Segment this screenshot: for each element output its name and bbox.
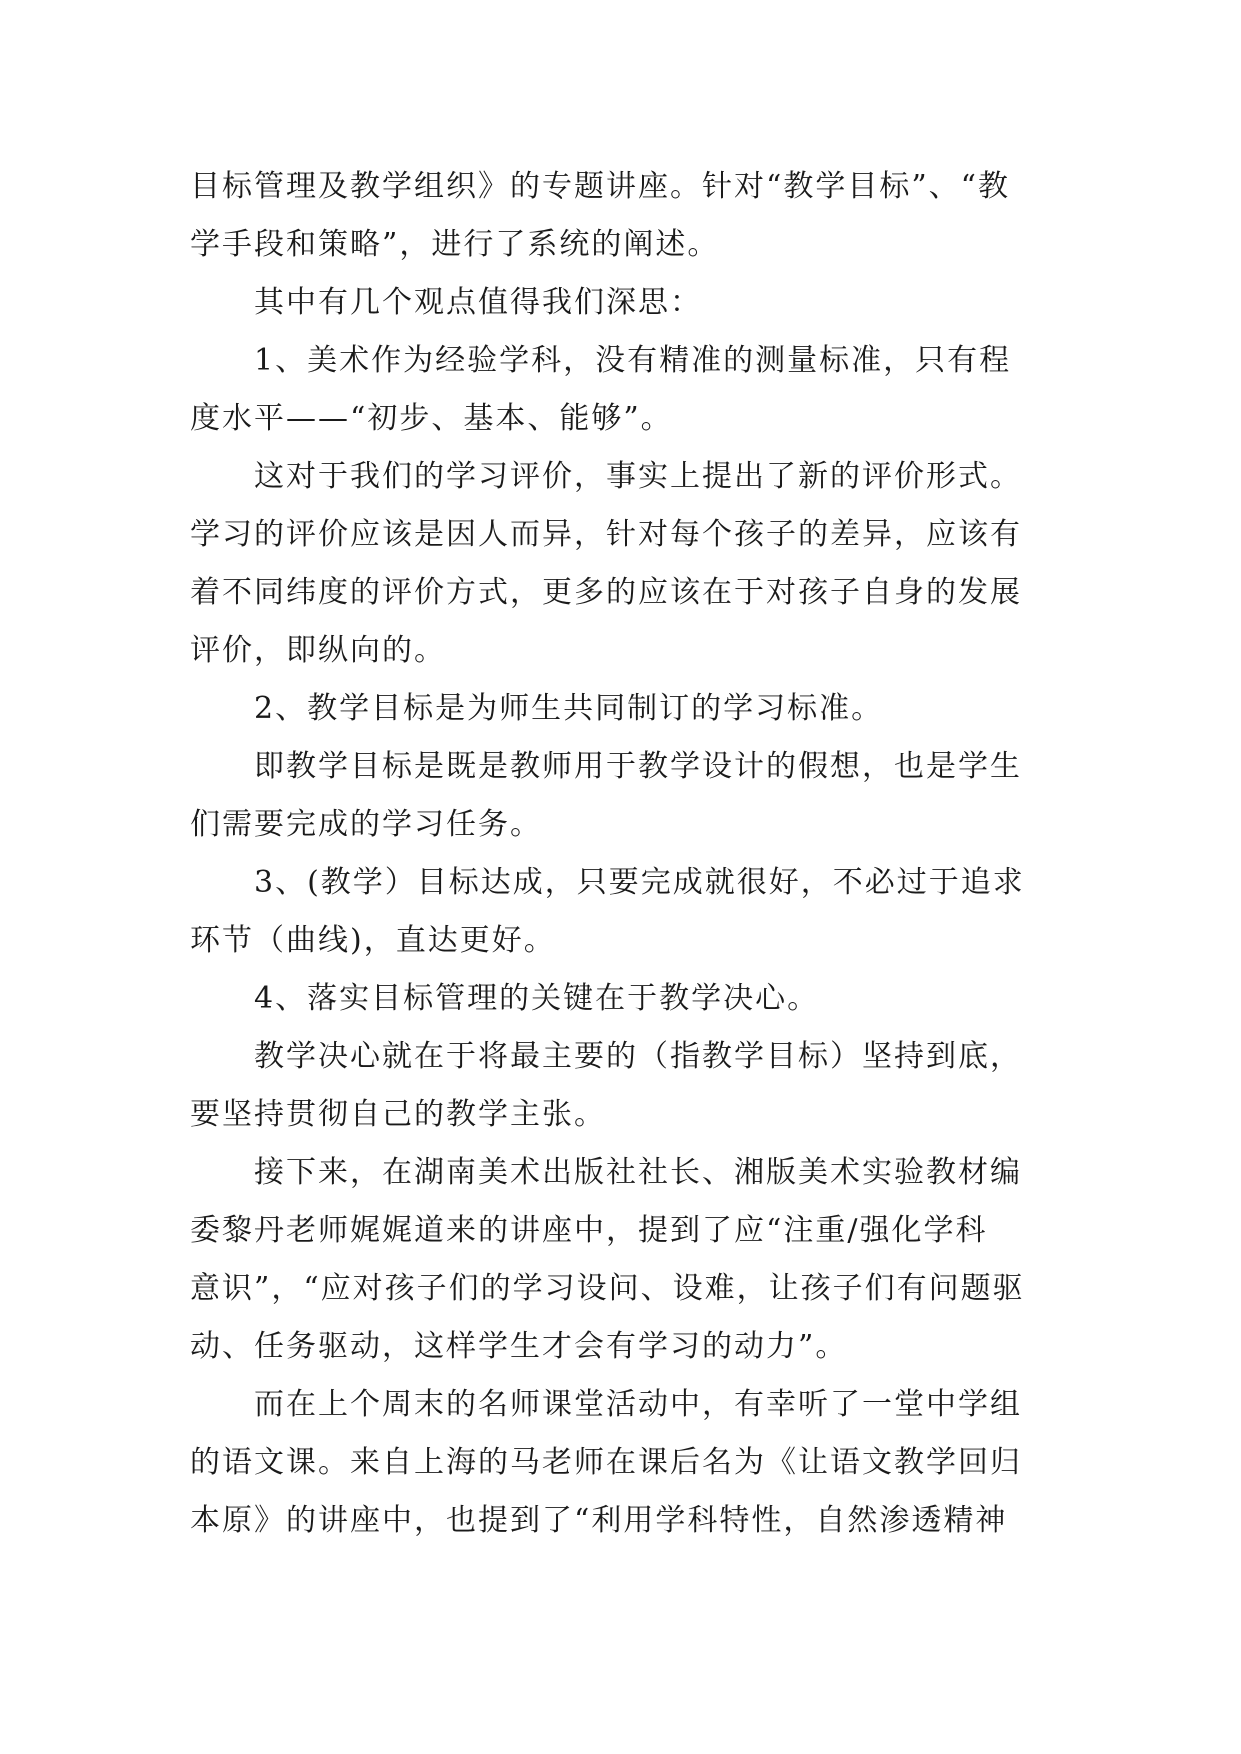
text-line: 接下来，在湖南美术出版社社长、湘版美术实验教材编 xyxy=(254,1155,1022,1190)
text-line: 即教学目标是既是教师用于教学设计的假想，也是学生 xyxy=(254,749,1022,784)
text-line: 意识”，“应对孩子们的学习设问、设难，让孩子们有问题驱 xyxy=(190,1271,1025,1306)
text-line: 学手段和策略”，进行了系统的阐述。 xyxy=(190,227,720,262)
body-text xyxy=(190,158,1060,1550)
text-line: 目标管理及教学组织》的专题讲座。针对“教学目标”、“教 xyxy=(190,169,1011,204)
text-line: 动、任务驱动，这样学生才会有学习的动力”。 xyxy=(190,1329,848,1364)
text-line: 3、(教学）目标达成，只要完成就很好，不必过于追求 xyxy=(254,865,1025,900)
text-line: 2、教学目标是为师生共同制订的学习标准。 xyxy=(254,691,884,726)
text-line: 委黎丹老师娓娓道来的讲座中，提到了应“注重/强化学科 xyxy=(190,1213,988,1248)
text-line: 度水平——“初步、基本、能够”。 xyxy=(190,401,673,436)
text-line: 教学决心就在于将最主要的（指教学目标）坚持到底， xyxy=(254,1039,1022,1074)
text-line: 1、美术作为经验学科，没有精准的测量标准，只有程 xyxy=(254,343,1012,378)
text-line: 这对于我们的学习评价，事实上提出了新的评价形式。 xyxy=(254,459,1022,494)
text-line: 的语文课。来自上海的马老师在课后名为《让语文教学回归 xyxy=(190,1445,1022,1480)
text-line: 4、落实目标管理的关键在于教学决心。 xyxy=(254,981,820,1016)
text-line: 着不同纬度的评价方式，更多的应该在于对孩子自身的发展 xyxy=(190,575,1022,610)
text-line: 本原》的讲座中，也提到了“利用学科特性，自然渗透精神 xyxy=(190,1503,1008,1538)
text-line: 要坚持贯彻自己的教学主张。 xyxy=(190,1097,606,1132)
text-line: 而在上个周末的名师课堂活动中，有幸听了一堂中学组 xyxy=(254,1387,1022,1422)
text-line: 学习的评价应该是因人而异，针对每个孩子的差异，应该有 xyxy=(190,517,1022,552)
text-line: 环节（曲线)，直达更好。 xyxy=(190,923,556,958)
text-line: 评价，即纵向的。 xyxy=(190,633,446,668)
text-line: 们需要完成的学习任务。 xyxy=(190,807,542,842)
text-line: 其中有几个观点值得我们深思： xyxy=(254,285,702,320)
